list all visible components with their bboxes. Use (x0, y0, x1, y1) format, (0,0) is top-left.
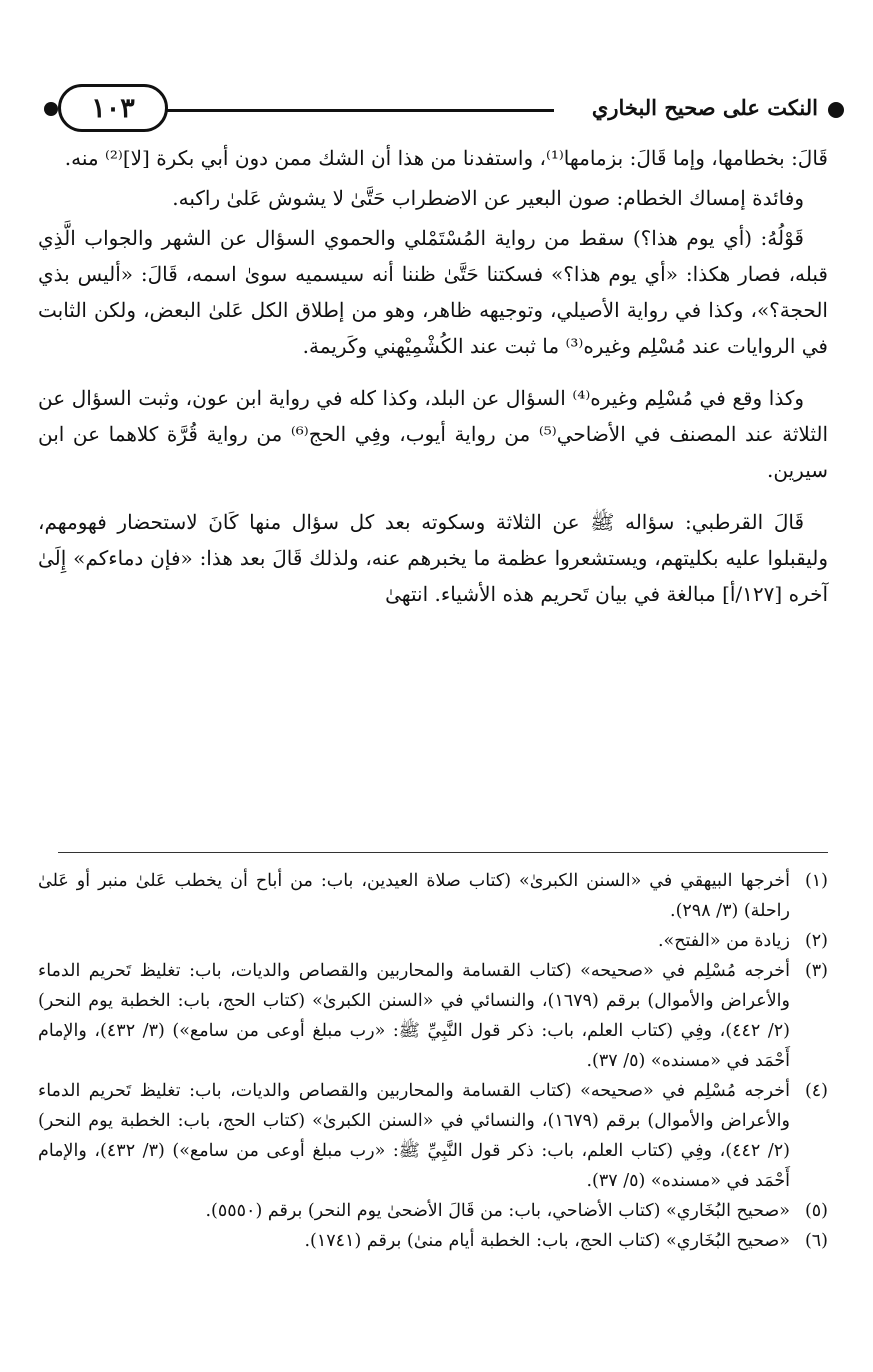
header-ornament-dot (828, 102, 844, 118)
footnote-text: أخرجه مُسْلِم في «صحيحه» (كتاب القسامة والمحاربين والقصاص والديات، باب: تغليظ تَحريم الدماء والأعراض والأموال) برقم (١٦٧٩)، والنسائي في «السنن الكبرىٰ» (كتاب الحج، باب: الخطبة يوم النحر) (٢/ ٤٤٢)، وفِي (كتاب العلم، باب: ذكر قول النَّبِيِّ ﷺ: «رب مبلغ أوعى من سامع») (٣/ ٤٣٢)، والإمام أَحْمَد في «مسنده» (٥/ ٣٧). (38, 1081, 790, 1191)
footnote (38, 926, 828, 956)
footnote-separator (58, 852, 828, 853)
footnote (38, 956, 828, 1076)
footnote (38, 866, 828, 926)
footnote-number: (٣) (804, 961, 828, 981)
paragraph: قَوْلُهُ: (أي يوم هذا؟) سقط من رواية المُسْتَمْلي والحموي السؤال عن الشهر والجواب الَّذِي قبله، فصار هكذا: «أي يوم هذا؟» فسكتنا حَتَّىٰ ظننا أنه سيسميه سوىٰ اسمه، قَالَ: «أليس بذي الحجة؟»، وكذا في رواية الأصيلي، وتوجيهه ظاهر، وهو من إطلاق الكل عَلىٰ البعض، ولكن الثابت في الروايات عند مُسْلِم وغيره⁽³⁾ ما ثبت عند الكُشْمِيْهني وكَريمة. (38, 226, 828, 358)
paragraph: قَالَ: بخطامها، وإما قَالَ: بزمامها⁽¹⁾، واستفدنا من هذا أن الشك ممن دون أبي بكرة [لا]⁽²⁾ منه. (64, 146, 828, 170)
footnote-text: أخرجها البيهقي في «السنن الكبرىٰ» (كتاب صلاة العيدين، باب: من أباح أن يخطب عَلىٰ منبر أو عَلىٰ راحلة) (٣/ ٢٩٨). (38, 871, 790, 921)
footnote (38, 1196, 828, 1226)
running-title: النكت على صحيح البخاري (591, 95, 818, 120)
footnotes (38, 866, 828, 1256)
footnote-number: (٤) (804, 1081, 828, 1101)
footnote-number: (١) (804, 871, 828, 891)
paragraph: وكذا وقع في مُسْلِم وغيره⁽⁴⁾ السؤال عن البلد، وكذا كله في رواية ابن عون، وثبت السؤال عن الثلاثة عند المصنف في الأضاحي⁽⁵⁾ من رواية أيوب، وفِي الحج⁽⁶⁾ من رواية قُرَّة كلاهما عن ابن سيرين. (38, 386, 828, 482)
footnote-text: «صحيح البُخَاري» (كتاب الحج، باب: الخطبة أيام منىٰ) برقم (١٧٤١). (304, 1231, 790, 1251)
page-header (44, 82, 844, 140)
footnote (38, 1226, 828, 1256)
footnote-text: «صحيح البُخَاري» (كتاب الأضاحي، باب: من قَالَ الأضحىٰ يوم النحر) برقم (٥٥٥٠). (205, 1201, 790, 1221)
footnote-number: (٥) (804, 1201, 828, 1221)
paragraph: قَالَ القرطبي: سؤاله ﷺ عن الثلاثة وسكوته بعد كل سؤال منها كَانَ لاستحضار فهومهم، وليقبلوا عليه بكليتهم، ويستشعروا عظمة ما يخبرهم عنه، ولذلك قَالَ بعد هذا: «فإن دماءكم» إِلَىٰ آخره [١٢٧/أ] مبالغة في بيان تَحريم هذه الأشياء. انتهىٰ (38, 510, 828, 606)
page-number: ١٠٣ (58, 84, 168, 132)
header-rule (154, 109, 554, 112)
main-text (38, 140, 828, 628)
footnote-text: أخرجه مُسْلِم في «صحيحه» (كتاب القسامة والمحاربين والقصاص والديات، باب: تغليظ تَحريم الدماء والأعراض والأموال) برقم (١٦٧٩)، والنسائي في «السنن الكبرىٰ» (كتاب الحج، باب: الخطبة يوم النحر) (٢/ ٤٤٢)، وفِي (كتاب العلم، باب: ذكر قول النَّبِيِّ ﷺ: «رب مبلغ أوعى من سامع») (٣/ ٤٣٢)، والإمام أَحْمَد في «مسنده» (٥/ ٣٧). (38, 961, 790, 1071)
paragraph: وفائدة إمساك الخطام: صون البعير عن الاضطراب حَتَّىٰ لا يشوش عَلىٰ راكبه. (172, 186, 804, 210)
footnote-text: زيادة من «الفتح». (657, 931, 790, 951)
footnote-number: (٦) (804, 1231, 828, 1251)
footnote-number: (٢) (804, 931, 828, 951)
footnote (38, 1076, 828, 1196)
page-number-ornament-dot (44, 102, 58, 116)
